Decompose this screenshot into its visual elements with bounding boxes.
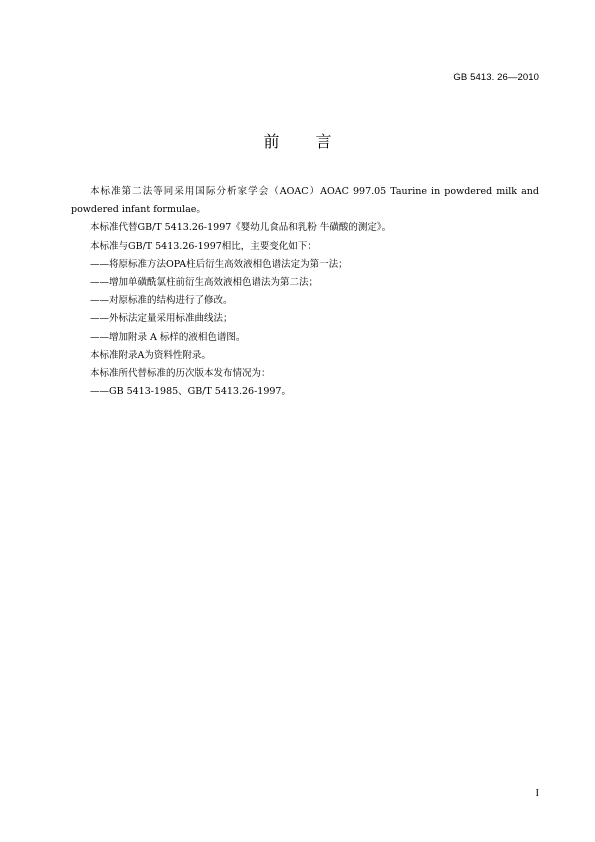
change-item-2: ——增加单磺酰氯柱前衍生高效液相色谱法为第二法； (90, 277, 319, 289)
change-item-5: ——增加附录 A 标样的液相色谱图。 (90, 331, 246, 343)
title-char-2: 言 (315, 132, 332, 151)
change-item-1: ——将原标准方法OPA柱后衍生高效液相色谱法定为第一法； (90, 258, 348, 270)
page-number: I (535, 788, 539, 799)
standard-code-header: GB 5413. 26—2010 (453, 72, 539, 83)
page-title (0, 129, 595, 152)
paragraph-appendix: 本标准附录A为资料性附录。 (90, 349, 211, 361)
foreword-body (71, 183, 539, 401)
change-item-3: ——对原标准的结构进行了修改。 (90, 295, 233, 307)
paragraph-replaces: 本标准代替GB/T 5413.26-1997《婴幼儿食品和乳粉 牛磺酸的测定》。 (90, 222, 392, 234)
history-item: ——GB 5413-1985、GB/T 5413.26-1997。 (90, 386, 291, 398)
title-char-1: 前 (263, 132, 280, 151)
paragraph-changes-intro: 本标准与GB/T 5413.26-1997相比，主要变化如下： (90, 240, 317, 252)
paragraph-history-intro: 本标准所代替标准的历次版本发布情况为： (90, 368, 271, 380)
change-item-4: ——外标法定量采用标准曲线法； (90, 313, 233, 325)
paragraph-adoption: 本标准第二法等同采用国际分析家学会（AOAC）AOAC 997.05 Taurine in powdered milk and powdered infant formulae。 (71, 186, 539, 216)
